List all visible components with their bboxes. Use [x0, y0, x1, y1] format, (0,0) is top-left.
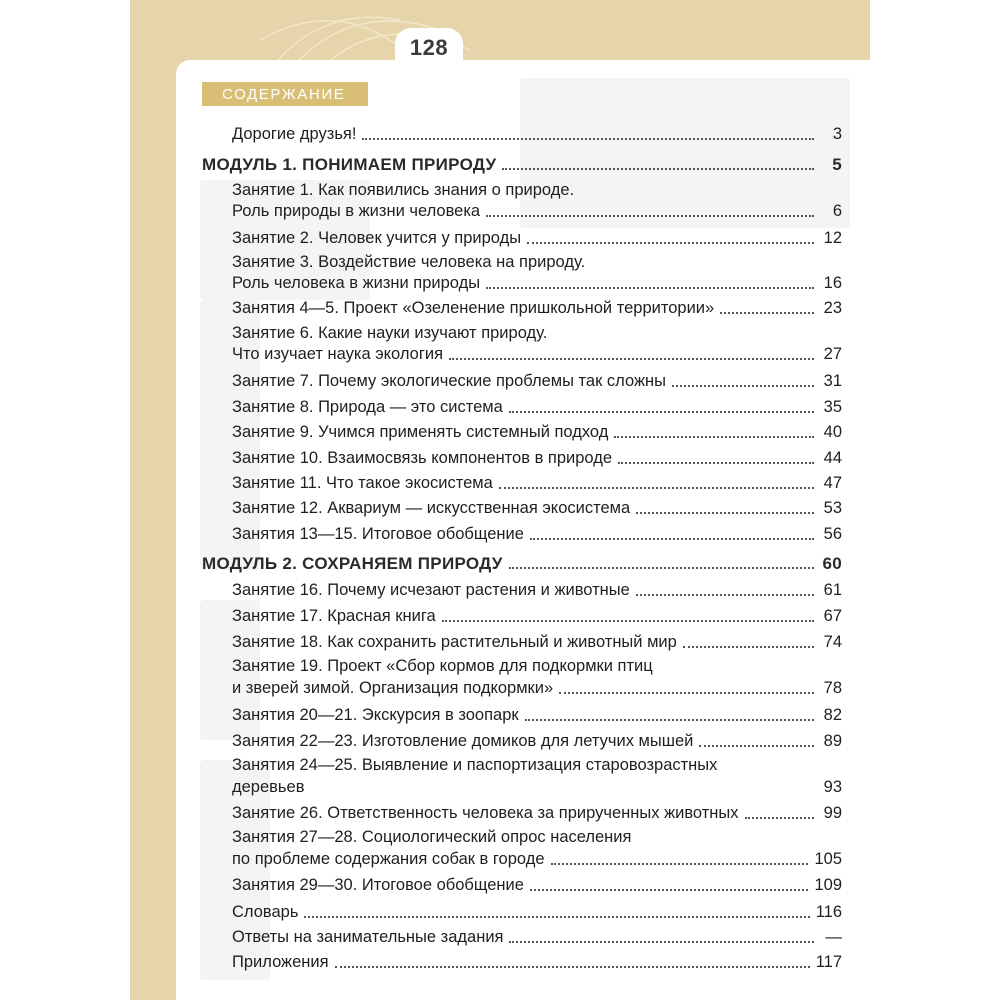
- leader-dots: [310, 791, 814, 793]
- toc-entry-title: Занятие 18. Как сохранить растительный и животный мир: [232, 633, 677, 651]
- toc-entry-lesson-9[interactable]: [232, 422, 842, 443]
- toc-entry-lesson-24-25[interactable]: [232, 777, 842, 798]
- toc-entry-lesson-1[interactable]: [232, 201, 842, 222]
- toc-entry-title: Роль природы в жизни человека: [232, 202, 481, 220]
- toc-entry-title: Занятие 11. Что такое экосистема: [232, 474, 493, 492]
- toc-entry-line: Занятие 1. Как появились знания о природе.: [232, 181, 575, 199]
- toc-entry-appendix[interactable]: [232, 952, 842, 973]
- toc-entry-title: Занятие 9. Учимся применять системный подход: [232, 423, 609, 441]
- toc-entry-lesson-4-5[interactable]: [232, 298, 842, 319]
- leader-dots: [509, 941, 814, 943]
- leader-dots: [699, 745, 814, 747]
- toc-entry-lesson-2[interactable]: [232, 228, 842, 249]
- toc-entry-page: 35: [823, 398, 842, 416]
- toc-entry-page: 74: [823, 633, 842, 651]
- leader-dots: [618, 462, 814, 464]
- toc-entry-glossary[interactable]: [232, 902, 842, 923]
- toc-entry-lesson-18[interactable]: [232, 632, 842, 653]
- toc-entry-title: Занятия 29—30. Итоговое обобщение: [232, 876, 524, 894]
- toc-entry-page: 53: [823, 499, 842, 517]
- leader-dots: [525, 719, 814, 721]
- leader-dots: [559, 692, 814, 694]
- toc-entry-title: Занятие 12. Аквариум — искусственная экосистема: [232, 499, 631, 517]
- toc-entry-title: и зверей зимой. Организация подкормки»: [232, 679, 554, 697]
- leader-dots: [499, 487, 814, 489]
- toc-entry-title: Занятия 22—23. Изготовление домиков для летучих мышей: [232, 732, 694, 750]
- toc-entry-title: Занятие 16. Почему исчезают растения и животные: [232, 581, 630, 599]
- leader-dots: [449, 358, 814, 360]
- toc-entry-title: Дорогие друзья!: [232, 125, 357, 143]
- toc-entry-page: 117: [815, 953, 842, 971]
- toc-entry-title: Занятие 8. Природа — это система: [232, 398, 503, 416]
- toc-entry-lesson-8[interactable]: [232, 397, 842, 418]
- toc-entry-lesson-7[interactable]: [232, 371, 842, 392]
- toc-entry-page: 105: [814, 850, 842, 868]
- toc-entry-page: 47: [823, 474, 842, 492]
- toc-entry-lesson-10[interactable]: [232, 448, 842, 469]
- toc-entry-page: 61: [823, 581, 842, 599]
- toc-entry-lesson-29-30[interactable]: [232, 875, 842, 896]
- toc-entry-title: Занятия 13—15. Итоговое обобщение: [232, 525, 524, 543]
- toc-entry-page: 40: [823, 423, 842, 441]
- toc-module-title: МОДУЛЬ 2. СОХРАНЯЕМ ПРИРОДУ: [202, 554, 503, 573]
- leader-dots: [745, 817, 815, 819]
- toc-entry-lesson-19[interactable]: [232, 678, 842, 699]
- toc-entry-lesson-27-28[interactable]: [232, 849, 842, 870]
- toc-entry-lesson-3[interactable]: [232, 273, 842, 294]
- toc-entry-page: 67: [823, 607, 842, 625]
- toc-entry-page: —: [825, 928, 842, 946]
- toc-entry-page: 82: [823, 706, 842, 724]
- leader-dots: [551, 863, 809, 865]
- toc-entry-lesson-16[interactable]: [232, 580, 842, 601]
- toc-entry-line: Занятие 19. Проект «Сбор кормов для подкормки птиц: [232, 657, 653, 675]
- toc-entry-line: Занятие 6. Какие науки изучают природу.: [232, 324, 548, 342]
- toc-entry-title: Занятие 26. Ответственность человека за прирученных животных: [232, 804, 739, 822]
- toc-entry-title: Роль человека в жизни природы: [232, 274, 481, 292]
- leader-dots: [636, 512, 814, 514]
- toc-entry-title: Занятие 2. Человек учится у природы: [232, 229, 522, 247]
- toc-entry-line: Занятие 3. Воздействие человека на природу.: [232, 253, 586, 271]
- toc-entry-page: 27: [823, 345, 842, 363]
- toc-entry-line: Занятия 27—28. Социологический опрос населения: [232, 828, 632, 846]
- leader-dots: [636, 594, 814, 596]
- toc-entry-lesson-20-21[interactable]: [232, 705, 842, 726]
- toc-entry-title: Занятия 20—21. Экскурсия в зоопарк: [232, 706, 519, 724]
- leader-dots: [527, 242, 814, 244]
- toc-module-page: 60: [822, 554, 842, 573]
- toc-module-2[interactable]: [202, 553, 842, 574]
- toc-entry-page: 16: [823, 274, 842, 292]
- leader-dots: [335, 966, 810, 968]
- leader-dots: [683, 646, 814, 648]
- toc-entry-lesson-26[interactable]: [232, 803, 842, 824]
- toc-entry-page: 12: [823, 229, 842, 247]
- leader-dots: [509, 411, 814, 413]
- leader-dots: [530, 889, 809, 891]
- toc-entry-page: 56: [823, 525, 842, 543]
- toc-entry-page: 23: [823, 299, 842, 317]
- toc-entry-lesson-12[interactable]: [232, 498, 842, 519]
- leader-dots: [304, 916, 809, 918]
- toc-entry-title: Приложения: [232, 953, 329, 971]
- toc-entry-lesson-22-23[interactable]: [232, 731, 842, 752]
- toc-entry-lesson-11[interactable]: [232, 473, 842, 494]
- leader-dots: [530, 538, 814, 540]
- toc-entry-page: 93: [823, 778, 842, 796]
- toc-entry-title: Что изучает наука экология: [232, 345, 444, 363]
- leader-dots: [502, 168, 814, 170]
- toc-entry-page: 109: [814, 876, 842, 894]
- toc-entry-title: Занятие 10. Взаимосвязь компонентов в природе: [232, 449, 613, 467]
- toc-entry-lesson-13-15[interactable]: [232, 524, 842, 545]
- leader-dots: [672, 385, 814, 387]
- toc-entry-line: Занятия 24—25. Выявление и паспортизация старовозрастных: [232, 756, 718, 774]
- page-number: 128: [409, 35, 449, 60]
- toc-entry-answers[interactable]: [232, 927, 842, 948]
- toc-entry-title: Ответы на занимательные задания: [232, 928, 504, 946]
- toc-entry-page: 31: [823, 372, 842, 390]
- toc-entry-page: 116: [815, 903, 842, 921]
- contents-heading-label: СОДЕРЖАНИЕ: [222, 85, 346, 103]
- leader-dots: [614, 436, 814, 438]
- toc-entry-page: 99: [823, 804, 842, 822]
- toc-entry-page: 44: [823, 449, 842, 467]
- toc-entry-title: деревьев: [232, 778, 305, 796]
- toc-entry-title: Занятие 17. Красная книга: [232, 607, 436, 625]
- toc-entry-page: 89: [823, 732, 842, 750]
- toc-entry-lesson-6[interactable]: [232, 344, 842, 365]
- toc-entry-lesson-17[interactable]: [232, 606, 842, 627]
- toc-entry-page: 6: [832, 202, 842, 220]
- toc-entry-title: Занятие 7. Почему экологические проблемы так сложны: [232, 372, 666, 390]
- toc-entry-page: 78: [823, 679, 842, 697]
- toc-entry-page: 3: [832, 125, 842, 143]
- leader-dots: [509, 567, 814, 569]
- toc-entry-title: Занятия 4—5. Проект «Озеленение пришкольной территории»: [232, 299, 715, 317]
- toc-entry-intro[interactable]: [232, 124, 842, 145]
- leader-dots: [720, 312, 814, 314]
- toc-module-1[interactable]: [202, 154, 842, 175]
- toc-entry-title: Словарь: [232, 903, 299, 921]
- leader-dots: [362, 138, 814, 140]
- leader-dots: [442, 620, 814, 622]
- toc-module-title: МОДУЛЬ 1. ПОНИМАЕМ ПРИРОДУ: [202, 155, 497, 174]
- leader-dots: [486, 287, 814, 289]
- leader-dots: [486, 215, 814, 217]
- toc-entry-title: по проблеме содержания собак в городе: [232, 850, 545, 868]
- toc-module-page: 5: [832, 155, 842, 174]
